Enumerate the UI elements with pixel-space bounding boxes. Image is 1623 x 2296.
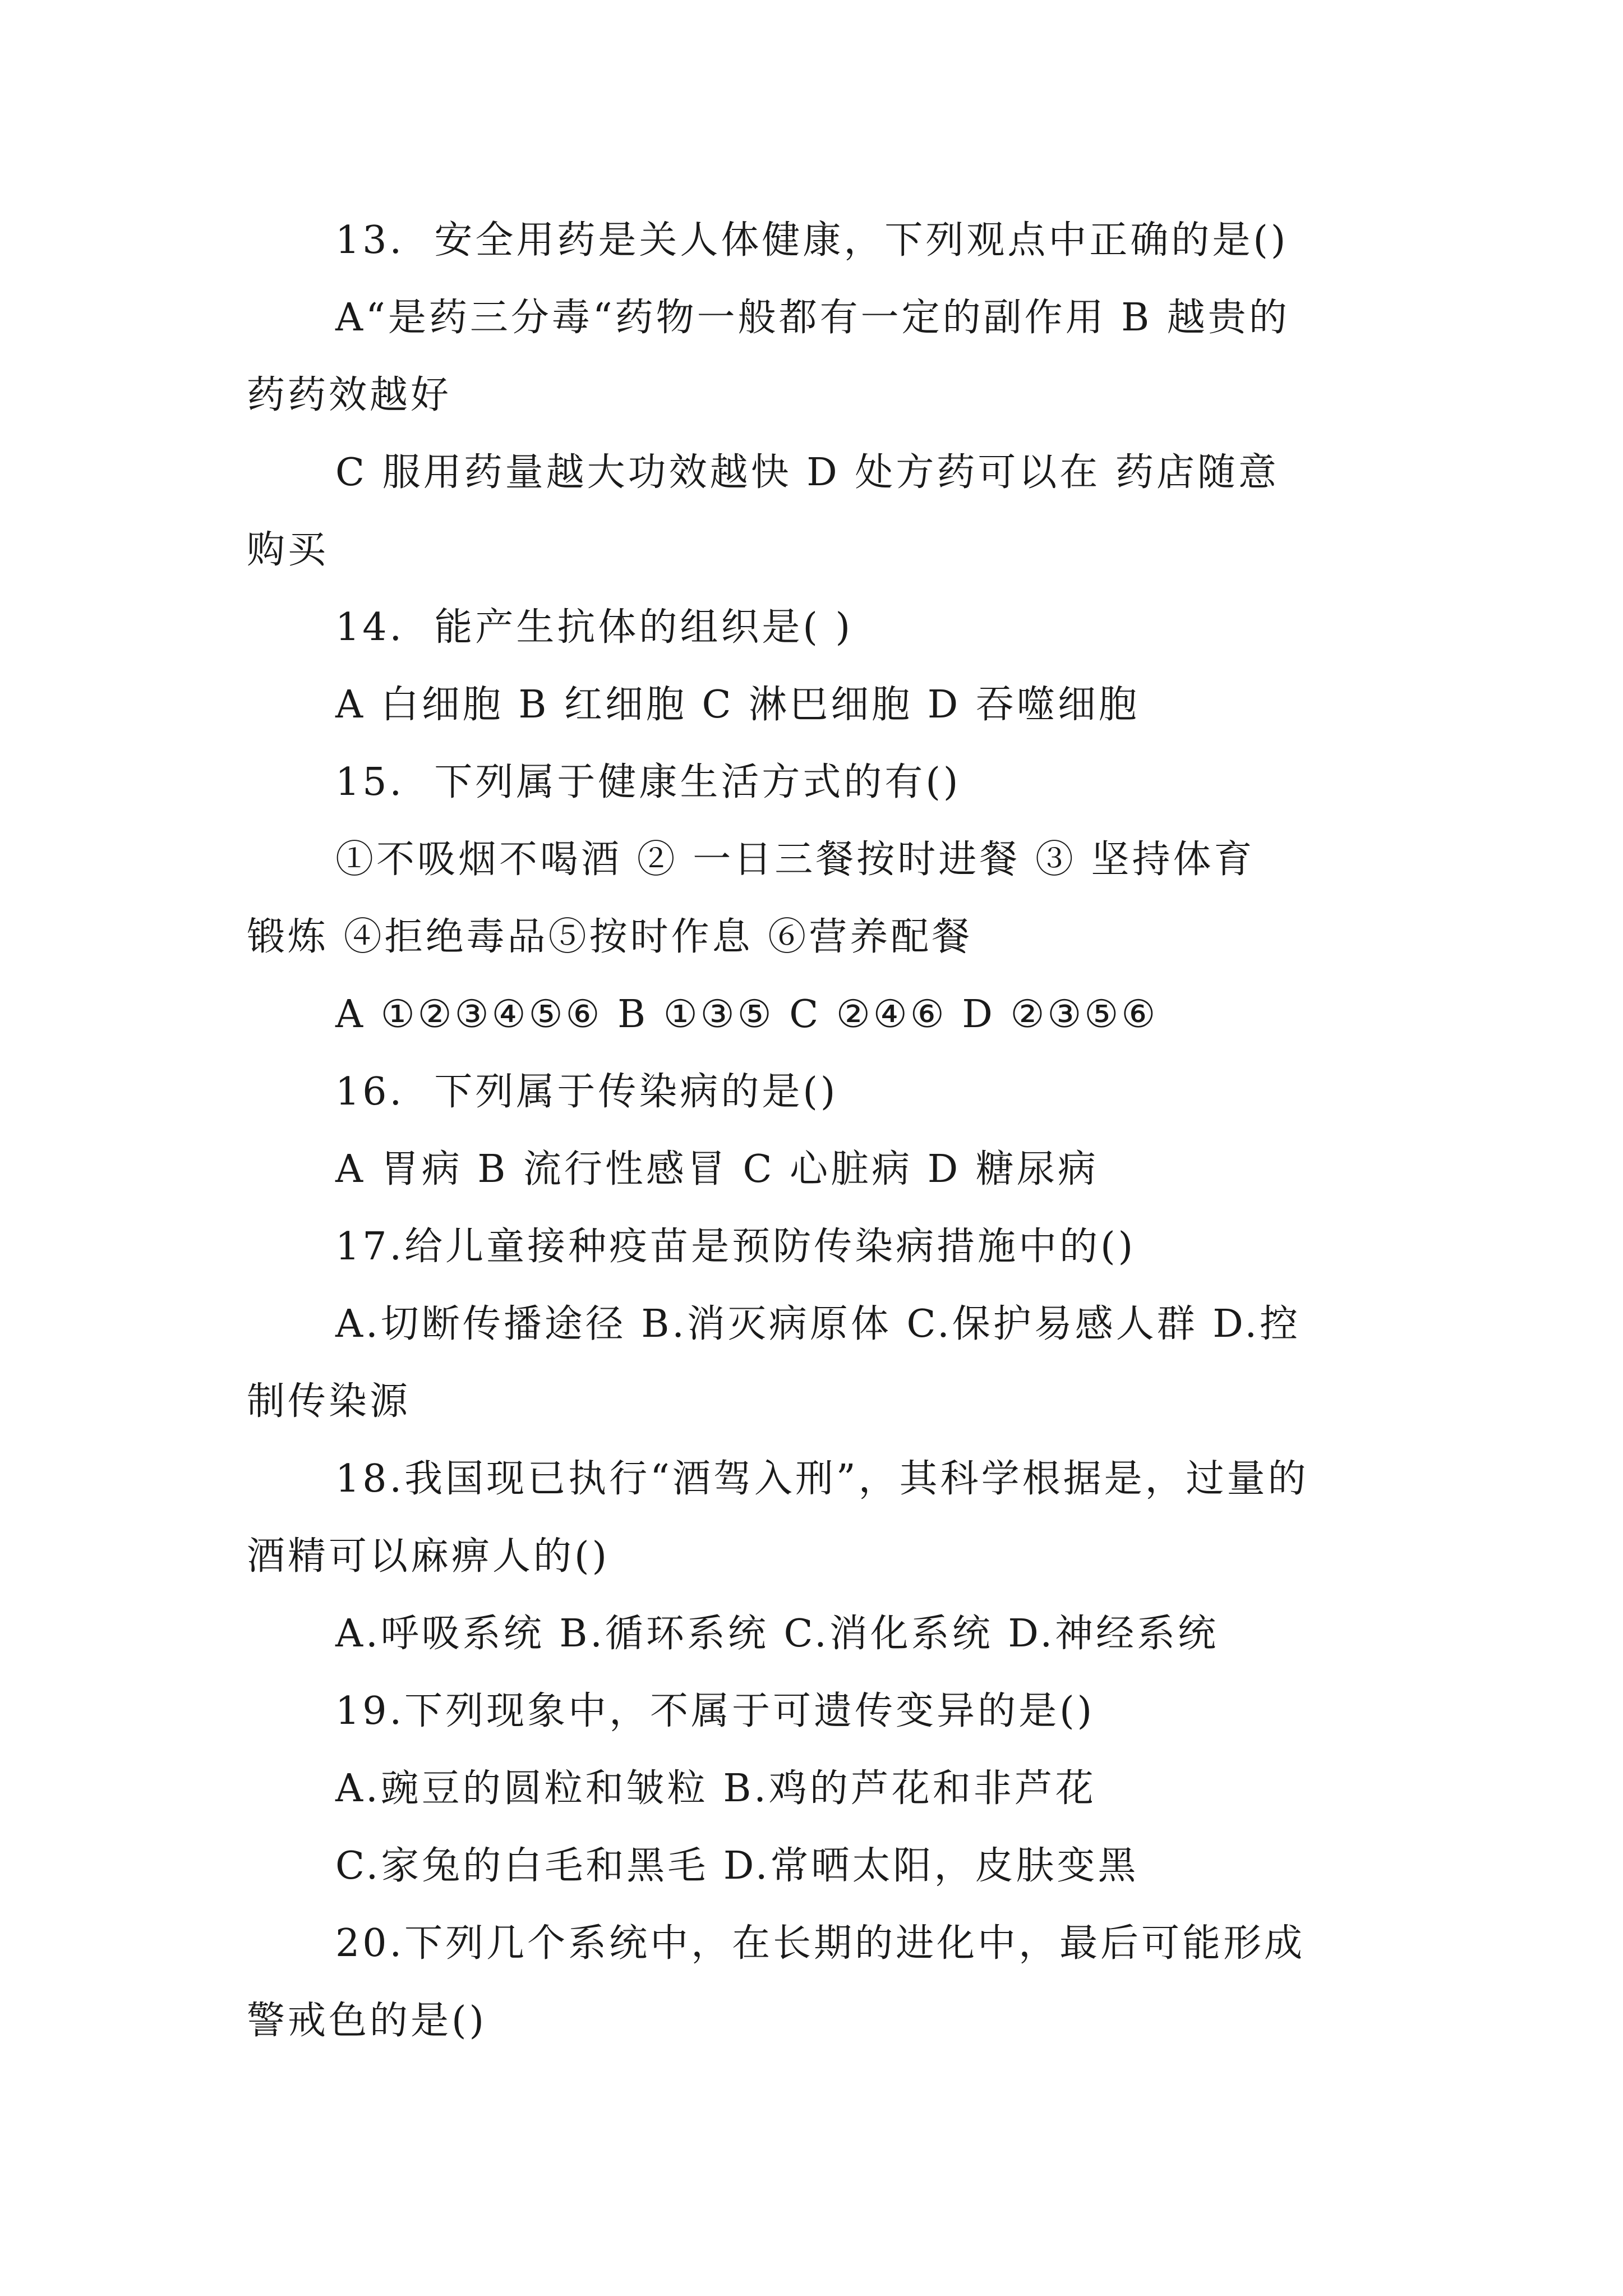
question-15-stem: 15. 下列属于健康生活方式的有(): [335, 760, 961, 804]
question-18-stem-line-1: 18.我国现已执行“酒驾入刑”，其科学根据是，过量的: [335, 1457, 1309, 1501]
question-14-options: A 白细胞 B 红细胞 C 淋巴细胞 D 吞噬细胞: [335, 683, 1140, 727]
question-19-stem: 19.下列现象中，不属于可遗传变异的是(): [335, 1689, 1095, 1733]
question-18-options: A.呼吸系统 B.循环系统 C.消化系统 D.神经系统: [335, 1612, 1219, 1656]
question-15-options: A ①②③④⑤⑥ B ①③⑤ C ②④⑥ D ②③⑤⑥: [335, 992, 1159, 1037]
question-13-options-line-3: C 服用药量越大功效越快 D 处方药可以在 药店随意: [335, 450, 1280, 495]
question-15-items-line-1: ①不吸烟不喝酒 ② 一日三餐按时进餐 ③ 坚持体育: [335, 838, 1255, 882]
question-13-options-line-2: 药药效越好: [247, 373, 452, 417]
question-13-options-line-1: A“是药三分毒“药物一般都有一定的副作用 B 越贵的: [335, 296, 1290, 340]
question-20-stem-line-1: 20.下列几个系统中，在长期的进化中，最后可能形成: [335, 1921, 1306, 1966]
question-13-stem: 13. 安全用药是关人体健康，下列观点中正确的是(): [335, 218, 1289, 263]
question-15-items-line-2: 锻炼 ④拒绝毒品⑤按时作息 ⑥营养配餐: [247, 915, 973, 959]
question-14-stem: 14. 能产生抗体的组织是( ): [335, 605, 854, 650]
question-20-stem-line-2: 警戒色的是(): [247, 1999, 487, 2043]
question-16-options: A 胃病 B 流行性感冒 C 心脏病 D 糖尿病: [335, 1147, 1099, 1191]
question-16-stem: 16. 下列属于传染病的是(): [335, 1070, 838, 1114]
question-13-options-line-4: 购买: [247, 528, 329, 572]
question-19-options-line-2: C.家兔的白毛和黑毛 D.常晒太阳，皮肤变黑: [335, 1844, 1139, 1888]
question-17-options-line-2: 制传染源: [247, 1379, 411, 1424]
question-17-options-line-1: A.切断传播途径 B.消灭病原体 C.保护易感人群 D.控: [335, 1302, 1301, 1346]
question-17-stem: 17.给儿童接种疫苗是预防传染病措施中的(): [335, 1225, 1136, 1269]
question-18-stem-line-2: 酒精可以麻痹人的(): [247, 1534, 610, 1579]
question-19-options-line-1: A.豌豆的圆粒和皱粒 B.鸡的芦花和非芦花: [335, 1766, 1096, 1811]
document-page: [247, 202, 1391, 2060]
